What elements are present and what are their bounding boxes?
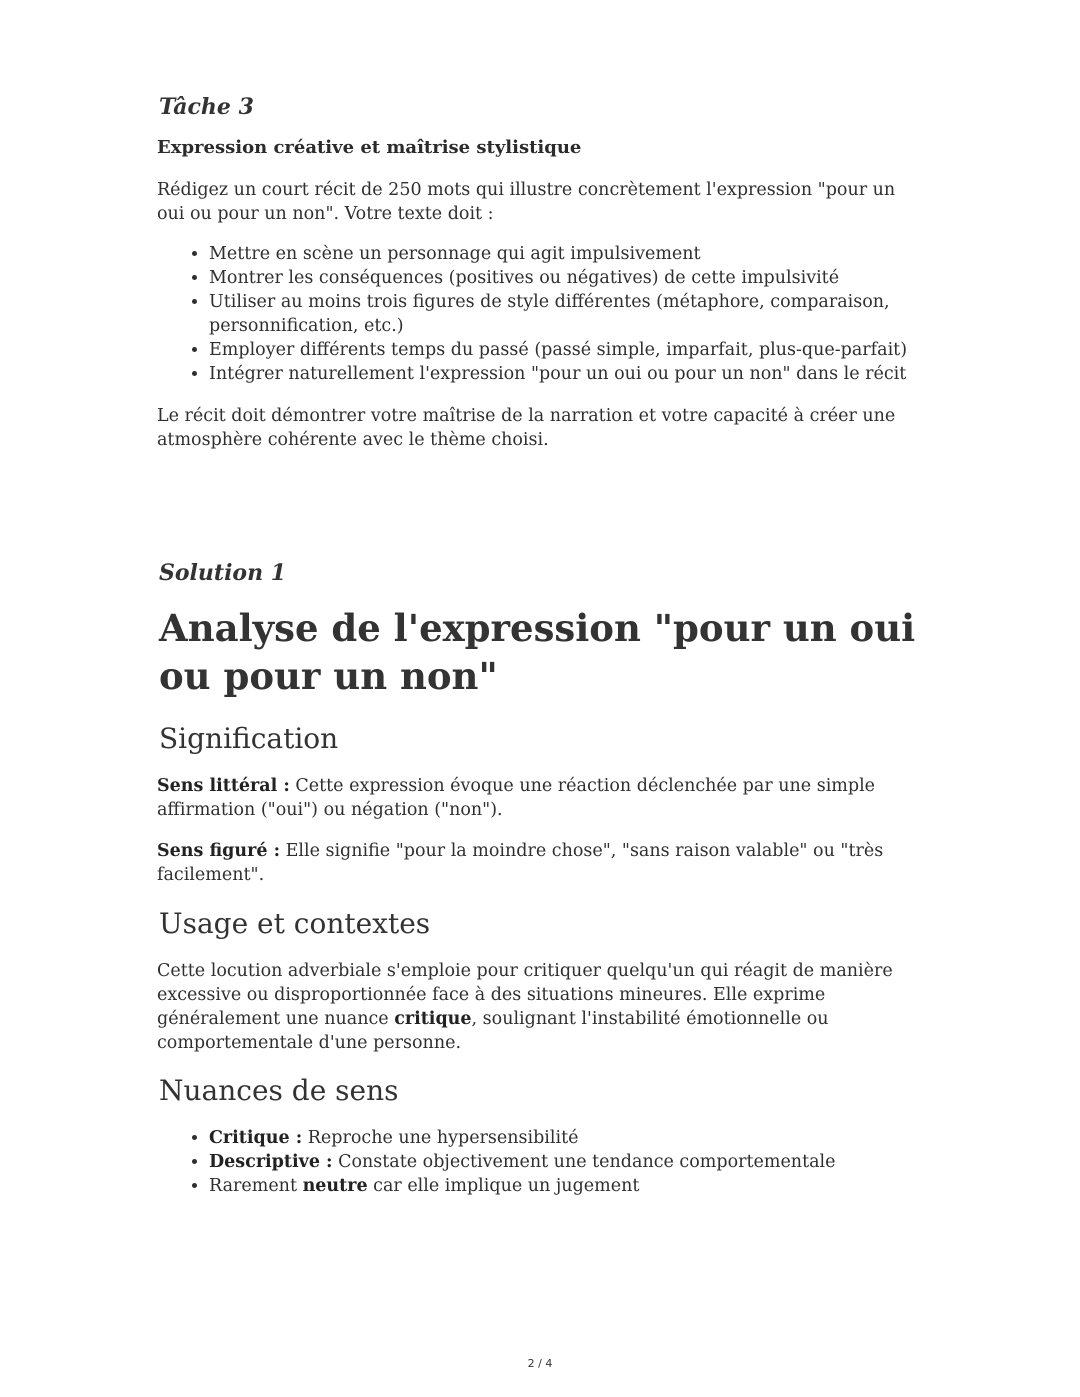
list-item xyxy=(209,1150,929,1174)
list-item: • Intégrer naturellement l'expression "pour un oui ou pour un non" dans le récit xyxy=(209,362,929,386)
list-item: • Mettre en scène un personnage qui agit impulsivement xyxy=(209,242,929,266)
figurative-meaning-paragraph xyxy=(157,839,932,887)
nuance-text: Rarement xyxy=(209,1176,303,1196)
literal-meaning-text: Cette expression évoque une réaction déclenchée par une simple affirmation ("oui") ou négation ("non"). xyxy=(157,776,876,820)
usage-paragraph xyxy=(157,959,917,1055)
nuance-text: Reproche une hypersensibilité xyxy=(302,1128,579,1148)
task-intro: Rédigez un court récit de 250 mots qui illustre concrètement l'expression "pour un oui ou pour un non". Votre texte doit : xyxy=(157,180,896,224)
section-heading-usage: Usage et contextes xyxy=(159,907,431,940)
nuance-text: car elle implique un jugement xyxy=(367,1176,640,1196)
list-item xyxy=(209,1174,929,1198)
figurative-meaning-text: Elle signifie "pour la moindre chose", "sans raison valable" ou "très facilement". xyxy=(157,841,884,885)
nuance-text: Constate objectivement une tendance comportementale xyxy=(332,1152,836,1172)
nuances-list xyxy=(157,1126,929,1198)
nuance-label: Critique : xyxy=(209,1128,303,1148)
nuance-label: Descriptive : xyxy=(209,1152,333,1172)
figurative-meaning-label: Sens figuré : xyxy=(157,841,281,861)
list-item: • Utiliser au moins trois figures de style différentes (métaphore, comparaison, personnification, etc.) xyxy=(209,290,929,338)
usage-text-start: Cette locution adverbiale s'emploie pour critiquer quelqu'un qui réagit de manière excessive ou disproportionnée face à des situations mineures. Elle exprime généralement une nuance xyxy=(157,961,893,1029)
usage-text-end: , soulignant l'instabilité émotionnelle ou comportementale d'une personne. xyxy=(157,1009,829,1053)
page-title: Analyse de l'expression "pour un oui ou pour un non" xyxy=(159,606,916,698)
section-heading-nuances: Nuances de sens xyxy=(159,1074,399,1107)
task-outro: Le récit doit démontrer votre maîtrise de la narration et votre capacité à créer une atmosphère cohérente avec le thème choisi. xyxy=(157,406,896,450)
task-heading: Expression créative et maîtrise stylistique xyxy=(157,137,582,158)
page-number: 2 / 4 xyxy=(527,1357,553,1370)
requirements-list xyxy=(157,242,929,386)
solution-label: Solution 1 xyxy=(159,560,287,586)
list-item xyxy=(209,1126,929,1150)
task-label: Tâche 3 xyxy=(159,94,254,120)
section-heading-signification: Signification xyxy=(159,722,339,755)
usage-text-bold: critique xyxy=(394,1009,472,1029)
nuance-bold: neutre xyxy=(302,1176,368,1196)
literal-meaning-paragraph xyxy=(157,774,932,822)
literal-meaning-label: Sens littéral : xyxy=(157,776,290,796)
list-item: • Montrer les conséquences (positives ou négatives) de cette impulsivité xyxy=(209,266,929,290)
list-item: • Employer différents temps du passé (passé simple, imparfait, plus-que-parfait) xyxy=(209,338,929,362)
